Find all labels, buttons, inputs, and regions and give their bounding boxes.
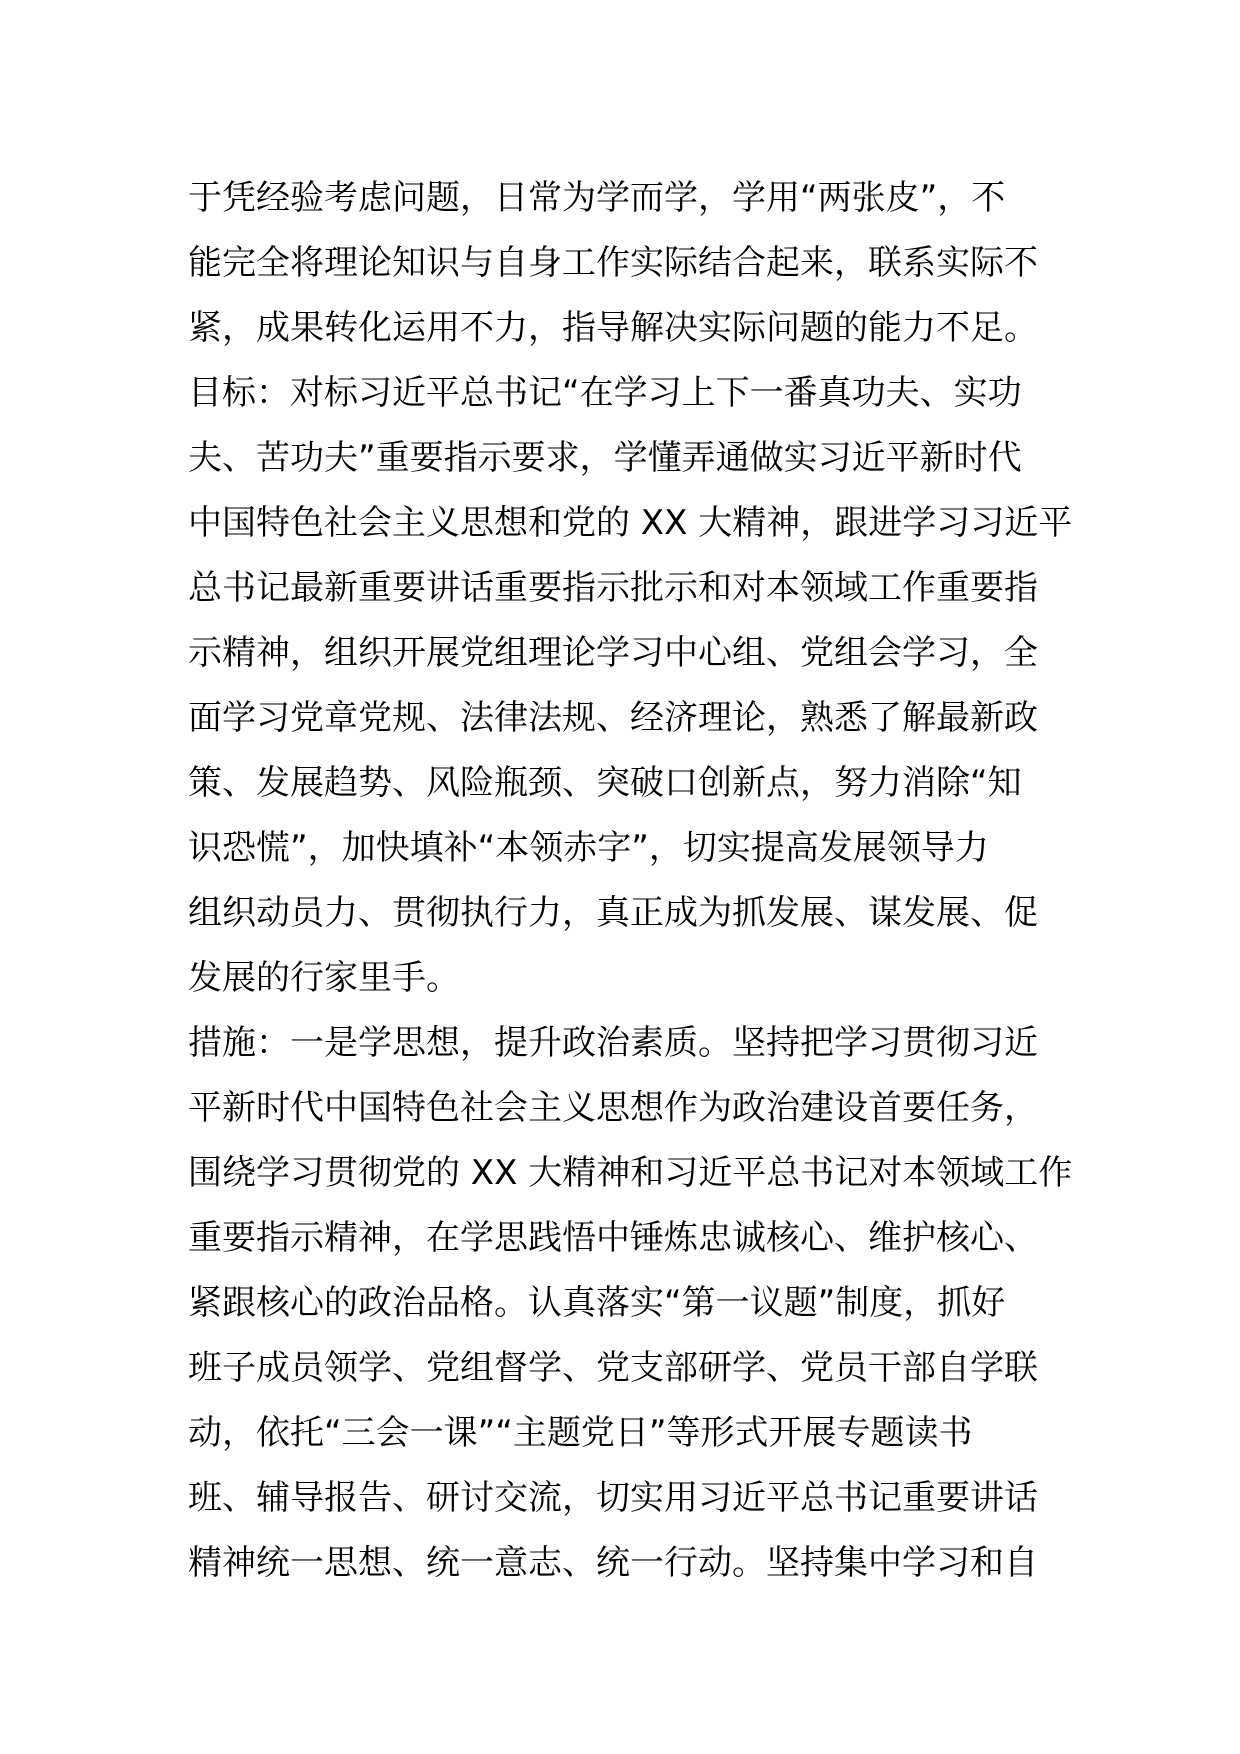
text-line: 动，依托“三会一课”“主题党日”等形式开展专题读书 bbox=[188, 1413, 973, 1453]
text-line: 面学习党章党规、法律法规、经济理论，熟悉了解最新政 bbox=[188, 698, 1038, 738]
text-line: 能完全将理论知识与自身工作实际结合起来，联系实际不 bbox=[188, 243, 1038, 283]
text-line: 夫、苦功夫”重要指示要求，学懂弄通做实习近平新时代 bbox=[188, 438, 1022, 478]
text-line: 围绕学习贯彻党的 XX 大精神和习近平总书记对本领域工作 bbox=[188, 1153, 1073, 1193]
text-line: 组织动员力、贯彻执行力，真正成为抓发展、谋发展、促 bbox=[188, 893, 1038, 933]
text-line: 班子成员领学、党组督学、党支部研学、党员干部自学联 bbox=[188, 1348, 1038, 1388]
text-line: 平新时代中国特色社会主义思想作为政治建设首要任务， bbox=[188, 1088, 1038, 1128]
text-line: 策、发展趋势、风险瓶颈、突破口创新点，努力消除“知 bbox=[188, 763, 1022, 803]
text-line: 目标：对标习近平总书记“在学习上下一番真功夫、实功 bbox=[188, 373, 1022, 413]
text-line: 重要指示精神，在学思践悟中锤炼忠诚核心、维护核心、 bbox=[188, 1218, 1038, 1258]
text-line: 示精神，组织开展党组理论学习中心组、党组会学习，全 bbox=[188, 633, 1038, 673]
text-line: 措施：一是学思想，提升政治素质。坚持把学习贯彻习近 bbox=[188, 1023, 1038, 1063]
text-line: 总书记最新重要讲话重要指示批示和对本领域工作重要指 bbox=[188, 568, 1038, 608]
body-text bbox=[188, 166, 1073, 1596]
text-line: 于凭经验考虑问题，日常为学而学，学用“两张皮”，不 bbox=[188, 178, 1006, 218]
text-line: 发展的行家里手。 bbox=[188, 958, 460, 998]
text-line: 中国特色社会主义思想和党的 XX 大精神，跟进学习习近平 bbox=[188, 503, 1073, 543]
text-line: 紧，成果转化运用不力，指导解决实际问题的能力不足。 bbox=[188, 308, 1038, 348]
text-line: 紧跟核心的政治品格。认真落实“第一议题”制度，抓好 bbox=[188, 1283, 1006, 1323]
text-line: 识恐慌”，加快填补“本领赤字”，切实提高发展领导力 bbox=[188, 828, 989, 868]
text-line: 精神统一思想、统一意志、统一行动。坚持集中学习和自 bbox=[188, 1543, 1038, 1583]
text-line: 班、辅导报告、研讨交流，切实用习近平总书记重要讲话 bbox=[188, 1478, 1038, 1518]
